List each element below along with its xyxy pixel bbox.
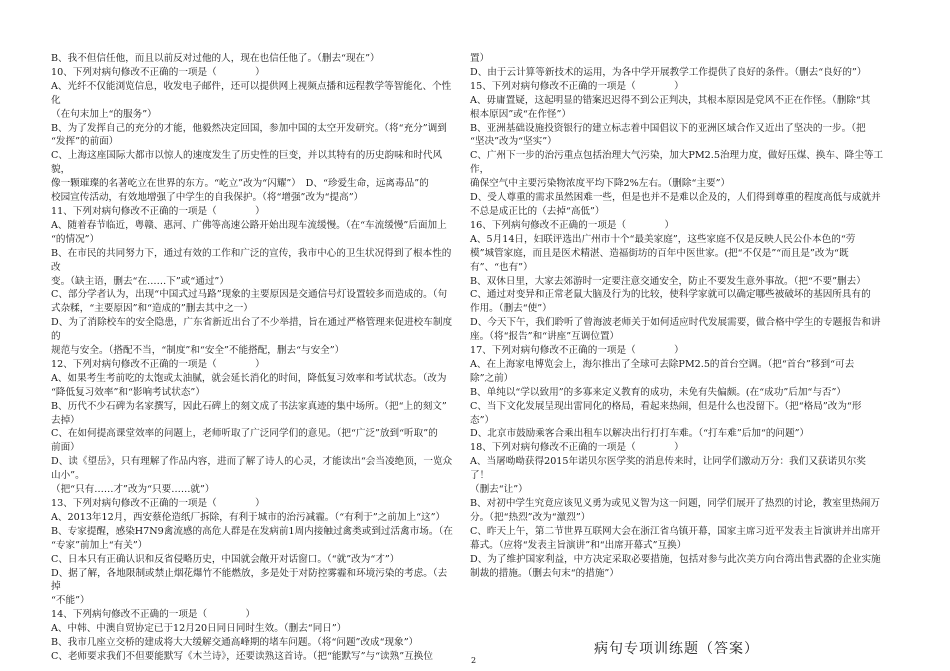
text-line: 16、下列病句修改不正确的一项是（ ） [470, 219, 675, 231]
text-line: （在句末加上“的服务”） [51, 108, 157, 120]
text-line: B、在市民的共同努力下，通过有效的工作和广泛的宣传，我市中心的卫生状况得到了根本性的改 [51, 247, 452, 273]
text-line: 规范与安全。（搭配不当，“制度”和“安全”不能搭配，删去“与安全”） [51, 345, 345, 357]
text-line: C、在如何提高课堂效率的问题上，老师听取了广泛同学们的意见。（把“广泛”放到“听取”的 [51, 428, 438, 440]
text-line: 15、下列对病句修改不正确的一项是（ ） [470, 80, 684, 92]
text-line: A、当屠呦呦获得2015年诺贝尔医学奖的消息传来时，让同学们激动万分：我们又获诺贝尔奖了！ [470, 456, 866, 482]
text-line: B、亚洲基础设施投资银行的建立标志着中国倡议下的亚洲区域合作又近出了坚决的一步。（把 [470, 122, 866, 134]
text-line: C、当下文化发展呈现出雷同化的格局，看起来热闹，但是什么也没留下。（把“格局”改为“形 [470, 400, 862, 412]
document-title: 病句专项训练题（答案） [594, 641, 759, 657]
text-line: B、历代不少石碑为名家撰写，因此石碑上的刻文成了书法家真迹的集中场所。（把“上的刻文” [51, 400, 447, 412]
text-line: 有”、“也有”） [470, 261, 533, 273]
text-line: D、据了解，各地限制或禁止烟花爆竹不能燃放，多是处于对防控雾霾和环境污染的考虑。（去掉 [51, 567, 448, 593]
right-column [470, 52, 885, 580]
text-line: 变。（缺主语，删去“在……下”或“通过”） [51, 275, 229, 287]
text-line: 根本原因”或“在作怪”） [470, 108, 572, 120]
text-line: “的情况”） [51, 233, 100, 245]
text-line: “坚决”改为“坚实”） [470, 136, 557, 148]
text-line: C、通过对变异和正常老鼠大脑及行为的比较，使科学家就可以确定哪些被破坏的基因所具有的 [470, 289, 871, 301]
text-line: 制裁的措施。（删去句末“的措施”） [470, 567, 619, 579]
text-line: 13、下列对病句修改不正确的一项是（ ） [51, 498, 265, 509]
page-number: 2 [471, 656, 477, 665]
text-line: C、日本只有正确认识和反省侵略历史，中国就会敞开对话窗口。（“就”改为“才”） [51, 553, 400, 565]
text-line: 除”之前） [470, 372, 514, 384]
text-line: A、如果考生考前吃的太饱或太油腻，就会延长消化的时间，降低复习效率和考试状态。（改为 [51, 372, 447, 384]
text-line: “发挥”的前面） [51, 136, 119, 148]
text-line: 置） [470, 53, 490, 64]
text-line: B、为了发挥自己的充分的才能，他毅然决定回国，参加中国的太空开发研究。（将“充分”调到 [51, 122, 447, 134]
text-line: “降低复习效率”和“影响考试状态”） [51, 386, 205, 398]
text-line: D、为了维护国家利益，中方决定采取必要措施，包括对参与此次美方向台湾出售武器的企业实施 [470, 553, 881, 565]
text-line: 像一颗璀璨的名著屹立在世界的东方。“屹立”改为“闪耀”） D、“珍爱生命，远离毒品”的 [51, 178, 429, 190]
text-line: A、在上海家电博览会上，海尔推出了全球可去除PM2.5的首台空调。（把“首台”移到“可去 [470, 358, 855, 370]
text-line: 10、下列对病句修改不正确的一项是（ ） [51, 66, 265, 78]
text-line: 态”） [470, 414, 495, 426]
text-line: A、中韩、中澳自贸协定已于12月20日同日同时生效。（删去“同日”） [51, 623, 347, 635]
text-line: 式杂糅，“主要原因”和“造成的”删去其中之一） [51, 303, 253, 315]
text-line: B、单纯以“学以致用”的多寡来定义教育的成功，未免有失偏颇。(在“成功”后加“与否”） [470, 386, 847, 398]
text-line: C、昨天上午，第二节世界互联网大会在浙江省乌镇开幕，国家主席习近平发表主旨演讲并出席开 [470, 525, 881, 537]
text-line: C、老师要求我们不但要能默写《木兰诗》，还要读熟这首诗。（把“能默写”与“读熟”互换位 [51, 650, 433, 662]
text-line: D、读《望岳》，只有理解了作品内容，进而了解了诗人的心灵，才能读出“会当凌绝顶，一览众山小”。 [51, 456, 453, 482]
text-line: 不总是成正比的（去掉“高低”） [470, 205, 605, 217]
text-line: 确保空气中主要污染物浓度平均下降2%左右。（删除“主要”） [470, 178, 731, 190]
text-line: 模”城管家庭，而且是医术精湛、造福街坊的百年中医世家。(把“不仅是”“而且是”改为“既 [470, 247, 849, 259]
text-line: （把“只有……才”改为“只要……就”） [51, 484, 215, 496]
text-line: A、毋庸置疑，这起明显的错案迟迟得不到公正判决，其根本原因是党风不正在作怪。（删除“其 [470, 94, 871, 106]
text-line: B、对初中学生究竟应该见义勇为或见义智为这一问题，同学们展开了热烈的讨论，教室里热闹万 [470, 498, 880, 509]
text-line: 14、下列病句修改不正确的一项是（ ） [51, 609, 256, 621]
text-line: 前面） [51, 442, 80, 454]
text-line: A、光纤不仅能浏览信息，收发电子邮件，还可以提供网上视频点播和远程教学等智能化、个性化 [51, 80, 452, 106]
text-line: B、我不但信任他，而且以前反对过他的人，现在也信任他了。（删去“现在”） [51, 53, 380, 64]
text-line: B、我市几座立交桥的建成将大大缓解交通高峰期的堵车问题。（将“问题”改成“现象”） [51, 637, 419, 649]
text-line: C、上海这座国际大都市以惊人的速度发生了历史性的巨变，并以其特有的历史韵味和时代风貌， [51, 150, 443, 176]
text-line: D、为了消除校车的安全隐患，广东省新近出台了不少举措，旨在通过严格管理来促进校车制度的 [51, 317, 453, 343]
text-line: 幕式。（应将“发表主旨演讲”和“出席开幕式”互换） [470, 539, 687, 551]
text-line: D、受人尊重的需求虽然困难一些，但是也并不是难以企及的，人们得到尊重的程度高低与成就并 [470, 192, 881, 204]
text-line: A、5月14日，妇联评选出广州市十个“最美家庭”，这些家庭不仅是反映人民公仆本色的“劳 [470, 233, 856, 245]
text-line: C、部分学者认为，出现“中国式过马路”现象的主要原因是交通信号灯设置较多而造成的。（句 [51, 289, 448, 301]
text-line: 11、下列对病句修改不正确的一项是（ ） [51, 205, 265, 217]
text-line: A、2013年12月，西安蔡伦造纸厂拆除，有利于城市的治污减霾。（“有利于”之前加上“这”） [51, 511, 446, 523]
text-line: 去掉） [51, 414, 80, 426]
text-line: D、今天下午，我们聆听了曾海波老师关于如何适应时代发展需要，做合格中学生的专题报告和讲 [470, 317, 881, 329]
text-line: 分。（把“热烈”改为“激烈”） [470, 511, 591, 523]
text-line: D、由于云计算等新技术的运用，为各中学开展教学工作提供了良好的条件。（删去“良好的”） [470, 66, 867, 78]
text-line: B、专家提醒，感染H7N9禽流感的高危人群是在发病前1周内接触过禽类或到过活禽市场。（在 [51, 525, 453, 537]
text-line: 18、下列对病句修改不正确的一项是（ ） [470, 442, 684, 454]
text-line: “不能”） [51, 595, 90, 607]
text-line: A、随着春节临近，粤赣、惠河、广佛等高速公路开始出现车流缓慢。（在“车流缓慢”后面加上 [51, 219, 447, 231]
text-line: 校园宣传活动，有效地增强了中学生的自我保护。（将“增强”改为“提高”） [51, 192, 364, 204]
text-line: 17、下列对病句修改不正确的一项是（ ） [470, 345, 684, 357]
left-column [51, 52, 456, 664]
text-line: （删去“让”） [470, 484, 528, 496]
text-line: C、广州下一步的治污重点包括治理大气污染，加大PM2.5治理力度，做好压煤、换车、降尘等工作， [470, 150, 884, 176]
text-line: 座。（将“报告”和“讲座”互调位置） [470, 331, 620, 343]
text-line: “专家”前加上“有关”） [51, 539, 148, 551]
text-line: 12、下列对病句修改不正确的一项是（ ） [51, 358, 265, 370]
text-line: B、双休日里，大家去郊游时一定要注意交通安全，防止不要发生意外事故。（把“不要”删去） [470, 275, 866, 287]
text-line: 作用。（删去“使”） [470, 303, 552, 315]
text-line: D、北京市鼓励乘客合乘出租车以解决出行打打车难。（“打车难”后加“的问题”） [470, 428, 810, 440]
